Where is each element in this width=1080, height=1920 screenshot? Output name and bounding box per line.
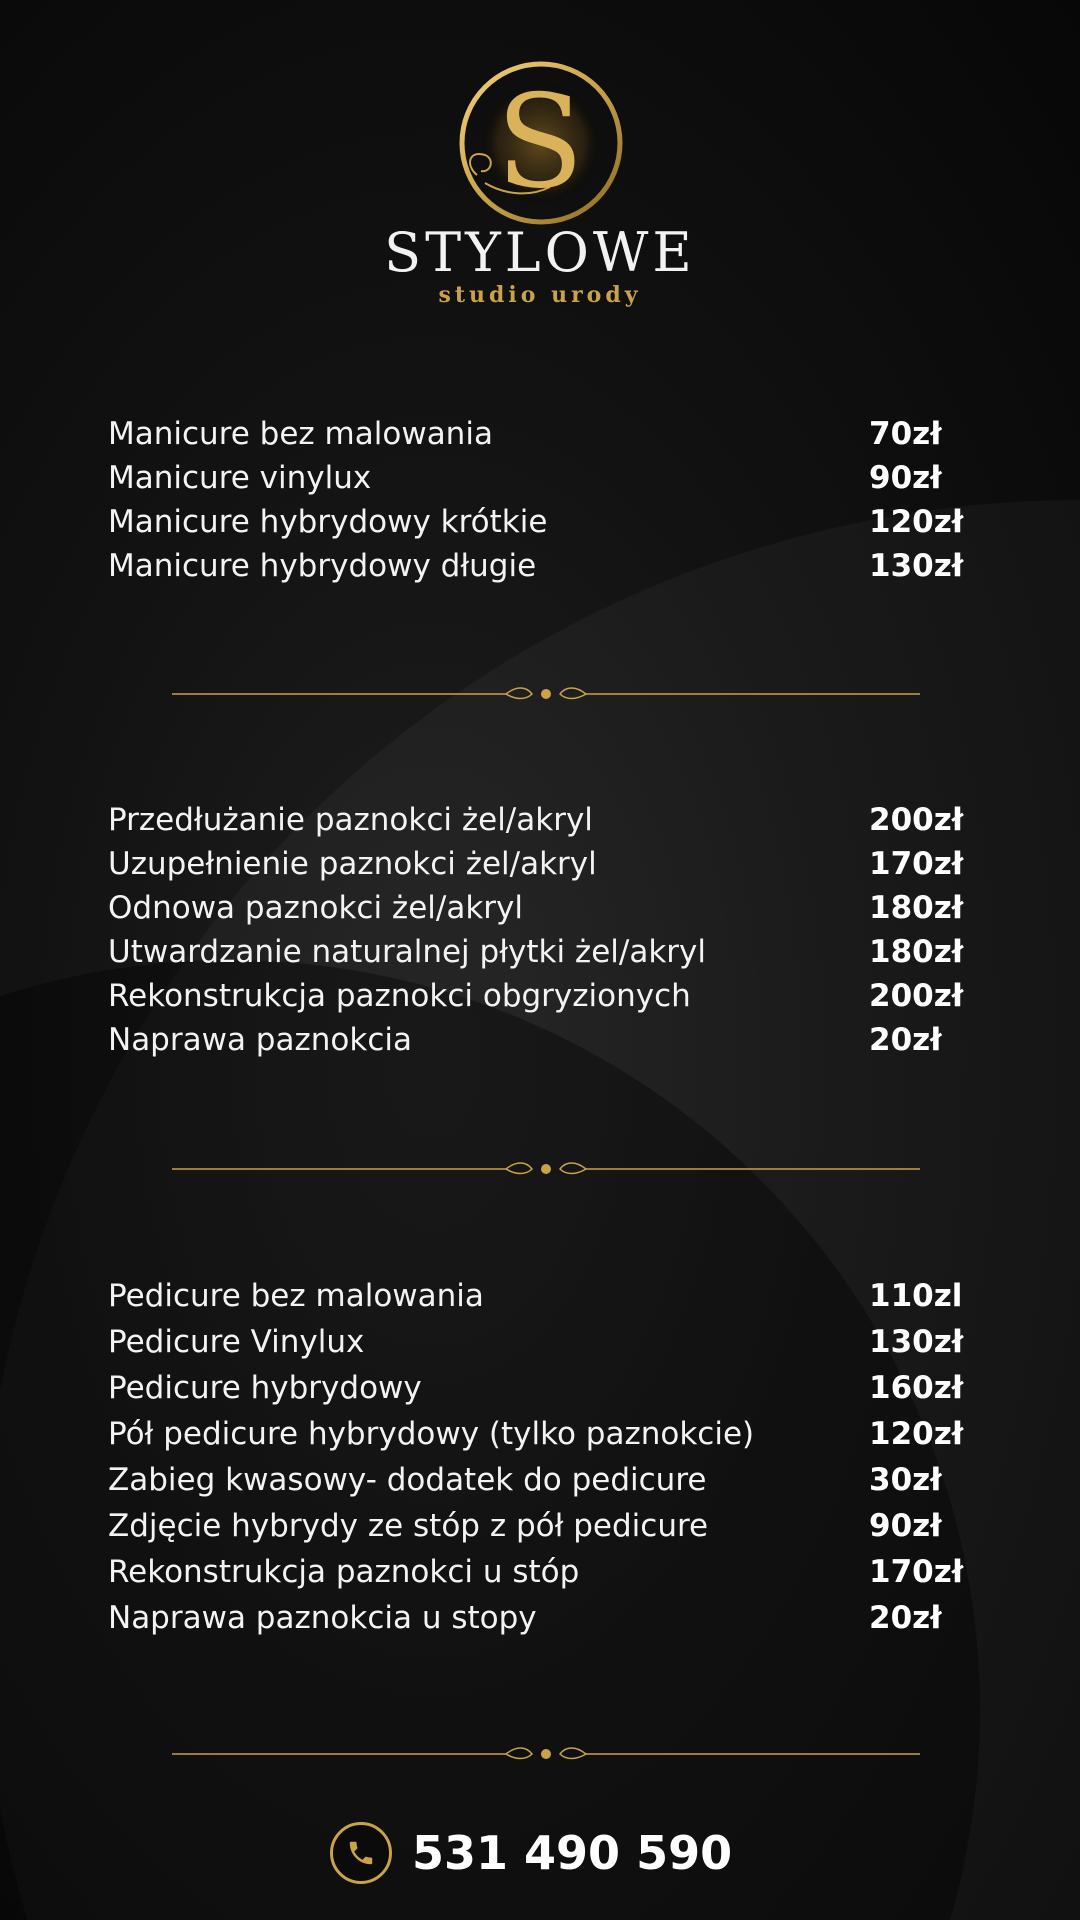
service-price: 110zl <box>869 1278 963 1314</box>
list-item <box>108 1411 988 1457</box>
brand-tagline: studio urody <box>438 282 642 308</box>
service-price: 160zł <box>869 1370 964 1406</box>
service-price: 200zł <box>869 978 964 1014</box>
ornament-divider <box>172 1159 920 1179</box>
service-price: 120zł <box>869 504 964 540</box>
list-item <box>108 798 988 842</box>
service-price: 90zł <box>869 1508 942 1544</box>
service-price: 180zł <box>869 934 964 970</box>
service-price: 170zł <box>869 846 964 882</box>
service-name: Manicure vinylux <box>108 460 372 496</box>
list-item <box>108 930 988 974</box>
price-section-manicure <box>108 412 988 588</box>
service-name: Pedicure hybrydowy <box>108 1370 422 1406</box>
list-item <box>108 1457 988 1503</box>
service-price: 180zł <box>869 890 964 926</box>
list-item <box>108 412 988 456</box>
list-item <box>108 1319 988 1365</box>
service-price: 130zł <box>869 1324 964 1360</box>
service-name: Przedłużanie paznokci żel/akryl <box>108 802 593 838</box>
list-item <box>108 500 988 544</box>
list-item <box>108 842 988 886</box>
price-section-pedicure <box>108 1273 988 1641</box>
service-price: 170zł <box>869 1554 964 1590</box>
list-item <box>108 886 988 930</box>
service-name: Pół pedicure hybrydowy (tylko paznokcie) <box>108 1416 755 1452</box>
service-name: Zdjęcie hybrydy ze stóp z pół pedicure <box>108 1508 709 1544</box>
brand-name: STYLOWE <box>384 221 696 284</box>
service-name: Manicure bez malowania <box>108 416 493 452</box>
service-price: 120zł <box>869 1416 964 1452</box>
brand-logo <box>0 50 1080 320</box>
phone-number[interactable]: 531 490 590 <box>412 1826 733 1880</box>
ornament-divider <box>172 684 920 704</box>
ornament-divider <box>172 1744 920 1764</box>
service-name: Odnowa paznokci żel/akryl <box>108 890 523 926</box>
list-item <box>108 544 988 588</box>
service-price: 70zł <box>869 416 942 452</box>
service-name: Rekonstrukcja paznokci u stóp <box>108 1554 580 1590</box>
list-item <box>108 1273 988 1319</box>
service-name: Zabieg kwasowy- dodatek do pedicure <box>108 1462 707 1498</box>
list-item <box>108 1595 988 1641</box>
service-name: Manicure hybrydowy krótkie <box>108 504 548 540</box>
service-price: 200zł <box>869 802 964 838</box>
price-section-extensions <box>108 798 988 1062</box>
phone-icon <box>330 1822 392 1884</box>
list-item <box>108 1018 988 1062</box>
list-item <box>108 1549 988 1595</box>
monogram-letter: S <box>496 68 584 217</box>
list-item <box>108 974 988 1018</box>
service-name: Rekonstrukcja paznokci obgryzionych <box>108 978 691 1014</box>
service-name: Manicure hybrydowy długie <box>108 548 537 584</box>
list-item <box>108 1503 988 1549</box>
service-name: Pedicure Vinylux <box>108 1324 365 1360</box>
service-price: 20zł <box>869 1022 942 1058</box>
phone-handset-icon <box>346 1838 376 1868</box>
service-price: 90zł <box>869 460 942 496</box>
service-name: Pedicure bez malowania <box>108 1278 484 1314</box>
list-item <box>108 456 988 500</box>
service-name: Naprawa paznokcia u stopy <box>108 1600 537 1636</box>
list-item <box>108 1365 988 1411</box>
service-name: Utwardzanie naturalnej płytki żel/akryl <box>108 934 706 970</box>
contact-phone[interactable] <box>330 1822 750 1888</box>
service-price: 20zł <box>869 1600 942 1636</box>
service-name: Naprawa paznokcia <box>108 1022 412 1058</box>
service-price: 130zł <box>869 548 964 584</box>
service-price: 30zł <box>869 1462 942 1498</box>
service-name: Uzupełnienie paznokci żel/akryl <box>108 846 597 882</box>
